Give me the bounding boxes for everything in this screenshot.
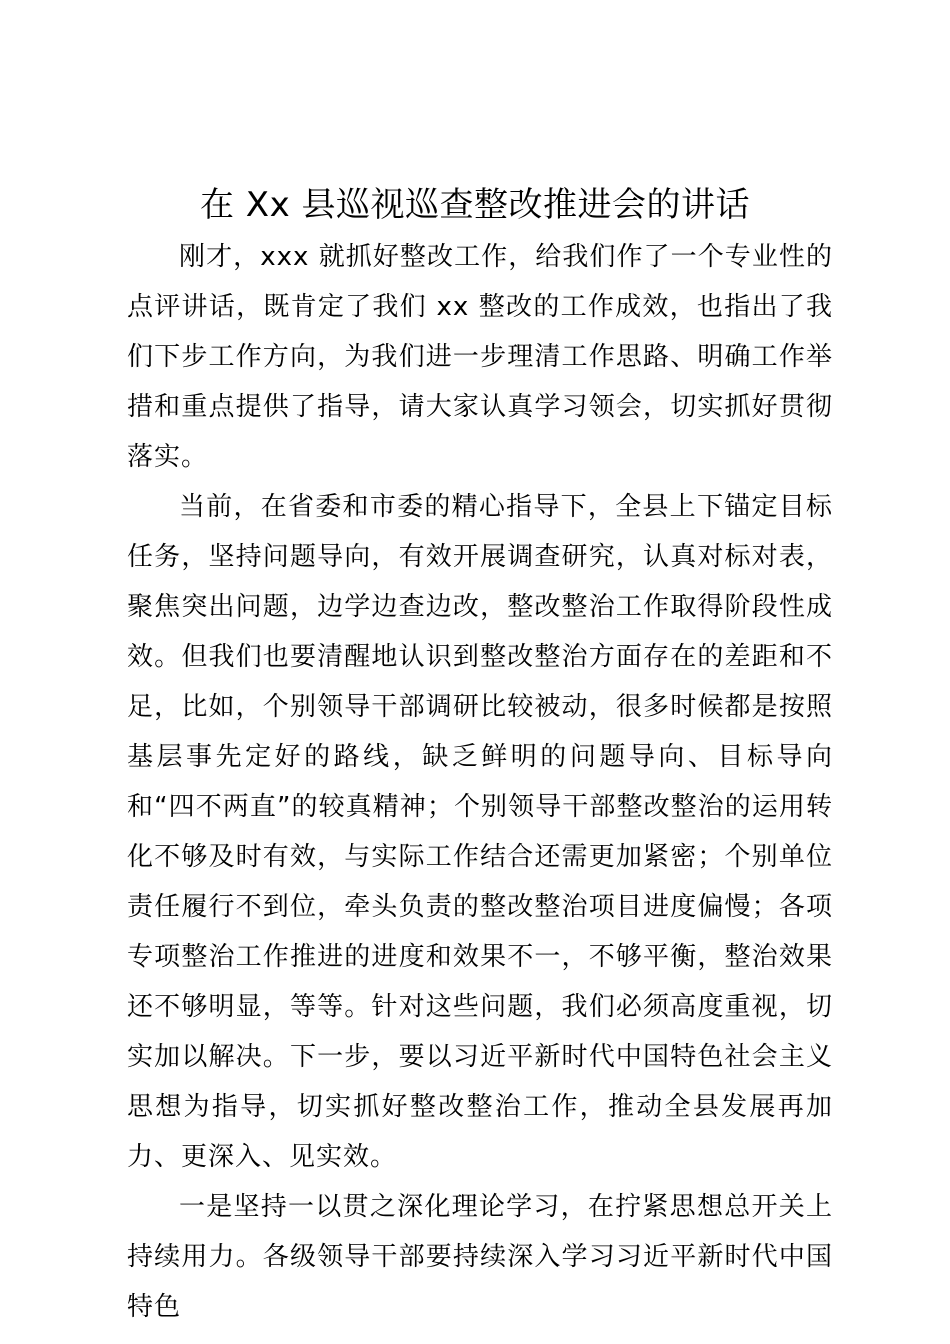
document-title: 在 Xx 县巡视巡查整改推进会的讲话	[199, 185, 751, 225]
document-body	[127, 232, 833, 1332]
paragraph-intro: 刚才，xxx 就抓好整改工作，给我们作了一个专业性的点评讲话，既肯定了我们 xx 整改的工作成效，也指出了我们下步工作方向，为我们进一步理清工作思路、明确工作举措和重点提供了指导，请大家认真学习领会，切实抓好贯彻落实。	[127, 242, 833, 472]
paragraph-current-situation: 当前，在省委和市委的精心指导下，全县上下锚定目标任务，坚持问题导向，有效开展调查研究，认真对标对表，聚焦突出问题，边学边查边改，整改整治工作取得阶段性成效。但我们也要清醒地认识到整改整治方面存在的差距和不足，比如，个别领导干部调研比较被动，很多时候都是按照基层事先定好的路线，缺乏鲜明的问题导向、目标导向和“四不两直”的较真精神；个别领导干部整改整治的运用转化不够及时有效，与实际工作结合还需更加紧密；个别单位责任履行不到位，牵头负责的整改整治项目进度偏慢；各项专项整治工作推进的进度和效果不一，不够平衡，整治效果还不够明显，等等。针对这些问题，我们必须高度重视，切实加以解决。下一步，要以习近平新时代中国特色社会主义思想为指导，切实抓好整改整治工作，推动全县发展再加力、更深入、见实效。	[127, 492, 833, 1172]
paragraph-point-one: 一是坚持一以贯之深化理论学习，在拧紧思想总开关上持续用力。各级领导干部要持续深入学习习近平新时代中国特色	[127, 1192, 833, 1322]
